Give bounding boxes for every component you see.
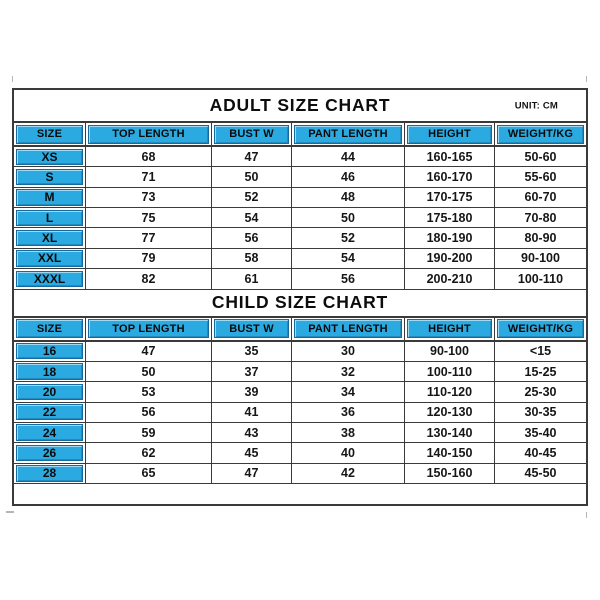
size-label: XL <box>16 230 83 246</box>
data-cell <box>292 249 405 268</box>
cell-value: 15-25 <box>524 364 557 379</box>
data-cell <box>495 362 586 381</box>
adult-chart-title: ADULT SIZE CHART <box>209 95 391 115</box>
size-label: S <box>16 169 83 185</box>
cell-value: 65 <box>141 466 156 481</box>
unit-label: UNIT: CM <box>514 100 558 111</box>
cell-value: 43 <box>244 425 259 440</box>
data-cell <box>86 147 212 166</box>
cell-value: 82 <box>141 271 156 286</box>
cell-value: 120-130 <box>426 405 473 420</box>
cell-value: 160-165 <box>426 149 473 164</box>
adult-header-row <box>14 123 586 147</box>
cell-value: 140-150 <box>426 445 473 460</box>
cell-value: 79 <box>141 251 156 266</box>
table-row <box>14 228 586 248</box>
table-row <box>14 443 586 463</box>
crop-mark <box>12 76 13 82</box>
cell-value: 40 <box>341 445 355 460</box>
data-cell <box>495 208 586 227</box>
table-row <box>14 147 586 167</box>
data-cell <box>495 249 586 268</box>
cell-value: 50 <box>244 170 259 185</box>
cell-value: 58 <box>244 251 259 266</box>
cell-value: 90-100 <box>521 251 560 266</box>
data-cell <box>405 269 495 288</box>
data-cell <box>292 342 405 361</box>
cell-value: 54 <box>341 251 355 266</box>
child-title-row <box>14 290 586 318</box>
data-cell <box>86 464 212 483</box>
cell-value: 71 <box>141 170 156 185</box>
cell-value: 59 <box>141 425 156 440</box>
cell-value: 47 <box>244 149 259 164</box>
cell-value: 190-200 <box>426 251 473 266</box>
header-cell-weight: WEIGHT/KG <box>495 318 586 340</box>
data-cell <box>212 362 292 381</box>
cell-value: 54 <box>244 210 259 225</box>
data-cell <box>86 188 212 207</box>
cell-value: 62 <box>141 445 156 460</box>
header-cell-top-length: TOP LENGTH <box>86 318 212 340</box>
data-cell <box>405 147 495 166</box>
cell-value: 56 <box>341 271 355 286</box>
data-cell <box>212 342 292 361</box>
crop-mark <box>586 76 587 82</box>
data-cell <box>212 382 292 401</box>
header-cell-pant-length: PANT LENGTH <box>292 123 405 145</box>
cell-value: 41 <box>244 405 259 420</box>
cell-value: 38 <box>341 425 355 440</box>
size-label: 16 <box>16 343 83 359</box>
data-cell <box>405 228 495 247</box>
data-cell <box>405 167 495 186</box>
table-row <box>14 167 586 187</box>
cell-value: 37 <box>244 364 259 379</box>
cell-value: 39 <box>244 384 259 399</box>
cell-value: 150-160 <box>426 466 473 481</box>
header-cell-height: HEIGHT <box>405 318 495 340</box>
crop-mark <box>586 512 587 518</box>
data-cell <box>292 362 405 381</box>
data-cell <box>86 208 212 227</box>
size-label: XXXL <box>16 271 83 287</box>
empty-footer-strip <box>14 484 586 504</box>
cell-value: 50 <box>141 364 156 379</box>
cell-value: 44 <box>341 149 355 164</box>
data-cell <box>212 403 292 422</box>
data-cell <box>212 464 292 483</box>
cell-value: 42 <box>341 466 355 481</box>
cell-value: 48 <box>341 190 355 205</box>
size-cell <box>14 443 86 462</box>
data-cell <box>405 423 495 442</box>
data-cell <box>495 269 586 288</box>
data-cell <box>212 443 292 462</box>
size-chart-box <box>12 88 588 506</box>
cell-value: 34 <box>341 384 355 399</box>
data-cell <box>405 403 495 422</box>
data-cell <box>405 362 495 381</box>
header-cell-pant-length: PANT LENGTH <box>292 318 405 340</box>
table-row <box>14 382 586 402</box>
size-cell <box>14 147 86 166</box>
data-cell <box>495 443 586 462</box>
data-cell <box>495 423 586 442</box>
data-cell <box>405 249 495 268</box>
data-cell <box>405 443 495 462</box>
cell-value: 30-35 <box>524 405 557 420</box>
cell-value: 70-80 <box>524 210 557 225</box>
size-cell <box>14 228 86 247</box>
child-table-body <box>14 342 586 485</box>
size-cell <box>14 423 86 442</box>
data-cell <box>212 249 292 268</box>
data-cell <box>212 208 292 227</box>
cell-value: 170-175 <box>426 190 473 205</box>
size-cell <box>14 342 86 361</box>
data-cell <box>212 188 292 207</box>
adult-table-body <box>14 147 586 290</box>
cell-value: 56 <box>141 405 156 420</box>
cell-value: 53 <box>141 384 156 399</box>
table-row <box>14 362 586 382</box>
cell-value: <15 <box>529 344 552 359</box>
size-cell <box>14 464 86 483</box>
cell-value: 110-120 <box>426 384 473 399</box>
cell-value: 56 <box>244 231 259 246</box>
size-label: 22 <box>16 404 83 420</box>
header-cell-size: SIZE <box>14 318 86 340</box>
size-cell <box>14 269 86 288</box>
data-cell <box>292 423 405 442</box>
data-cell <box>292 147 405 166</box>
cell-value: 50 <box>341 210 355 225</box>
child-header-row <box>14 318 586 342</box>
cell-value: 160-170 <box>426 170 473 185</box>
data-cell <box>495 228 586 247</box>
data-cell <box>212 167 292 186</box>
size-cell <box>14 382 86 401</box>
size-cell <box>14 188 86 207</box>
header-cell-bust-w: BUST W <box>212 318 292 340</box>
data-cell <box>405 464 495 483</box>
header-cell-height: HEIGHT <box>405 123 495 145</box>
cell-value: 60-70 <box>524 190 557 205</box>
table-row <box>14 249 586 269</box>
size-label: M <box>16 189 83 205</box>
cell-value: 73 <box>141 190 156 205</box>
data-cell <box>86 423 212 442</box>
cell-value: 32 <box>341 364 355 379</box>
size-label: 20 <box>16 384 83 400</box>
table-row <box>14 464 586 484</box>
size-cell <box>14 403 86 422</box>
data-cell <box>86 167 212 186</box>
data-cell <box>86 342 212 361</box>
data-cell <box>292 269 405 288</box>
data-cell <box>405 188 495 207</box>
cell-value: 100-110 <box>517 271 564 286</box>
cell-value: 25-30 <box>524 384 557 399</box>
cell-value: 47 <box>141 344 156 359</box>
header-cell-size: SIZE <box>14 123 86 145</box>
table-row <box>14 208 586 228</box>
data-cell <box>86 382 212 401</box>
size-label: XXL <box>16 250 83 266</box>
data-cell <box>405 382 495 401</box>
size-cell <box>14 362 86 381</box>
data-cell <box>495 167 586 186</box>
size-cell <box>14 208 86 227</box>
data-cell <box>212 269 292 288</box>
data-cell <box>292 464 405 483</box>
cell-value: 100-110 <box>426 364 473 379</box>
cell-value: 35-40 <box>524 425 557 440</box>
cell-value: 45-50 <box>524 466 557 481</box>
child-chart-title: CHILD SIZE CHART <box>211 292 389 312</box>
size-label: L <box>16 210 83 226</box>
data-cell <box>495 464 586 483</box>
cell-value: 55-60 <box>524 170 557 185</box>
data-cell <box>292 228 405 247</box>
header-cell-top-length: TOP LENGTH <box>86 123 212 145</box>
data-cell <box>292 188 405 207</box>
cell-value: 130-140 <box>426 425 473 440</box>
cell-value: 35 <box>244 344 259 359</box>
cell-value: 75 <box>141 210 156 225</box>
data-cell <box>86 228 212 247</box>
cell-value: 77 <box>141 231 156 246</box>
cell-value: 180-190 <box>426 231 473 246</box>
data-cell <box>495 147 586 166</box>
cell-value: 52 <box>244 190 259 205</box>
data-cell <box>292 403 405 422</box>
cell-value: 36 <box>341 405 355 420</box>
data-cell <box>86 269 212 288</box>
cell-value: 90-100 <box>430 344 469 359</box>
header-cell-weight: WEIGHT/KG <box>495 123 586 145</box>
cell-value: 40-45 <box>524 445 557 460</box>
data-cell <box>86 403 212 422</box>
size-label: 18 <box>16 363 83 379</box>
cell-value: 68 <box>141 149 156 164</box>
cell-value: 50-60 <box>524 149 557 164</box>
table-row <box>14 423 586 443</box>
data-cell <box>212 147 292 166</box>
size-label: 26 <box>16 445 83 461</box>
cell-value: 61 <box>244 271 259 286</box>
data-cell <box>495 382 586 401</box>
cell-value: 175-180 <box>426 210 473 225</box>
data-cell <box>212 228 292 247</box>
data-cell <box>86 362 212 381</box>
size-cell <box>14 249 86 268</box>
cell-value: 46 <box>341 170 355 185</box>
data-cell <box>292 443 405 462</box>
size-label: XS <box>16 149 83 165</box>
table-row <box>14 403 586 423</box>
cell-value: 200-210 <box>426 271 473 286</box>
data-cell <box>212 423 292 442</box>
data-cell <box>86 249 212 268</box>
size-cell <box>14 167 86 186</box>
cell-value: 47 <box>244 466 259 481</box>
data-cell <box>292 382 405 401</box>
header-cell-bust-w: BUST W <box>212 123 292 145</box>
cell-value: 80-90 <box>524 231 557 246</box>
table-row <box>14 188 586 208</box>
cell-value: 45 <box>244 445 259 460</box>
table-row <box>14 269 586 289</box>
size-label: 28 <box>16 465 83 481</box>
table-row <box>14 342 586 362</box>
data-cell <box>86 443 212 462</box>
data-cell <box>292 208 405 227</box>
cell-value: 52 <box>341 231 355 246</box>
data-cell <box>405 342 495 361</box>
data-cell <box>495 342 586 361</box>
data-cell <box>292 167 405 186</box>
cell-value: 30 <box>341 344 355 359</box>
adult-title-row <box>14 90 586 123</box>
data-cell <box>495 188 586 207</box>
size-label: 24 <box>16 424 83 440</box>
crop-mark <box>6 511 14 513</box>
data-cell <box>405 208 495 227</box>
data-cell <box>495 403 586 422</box>
